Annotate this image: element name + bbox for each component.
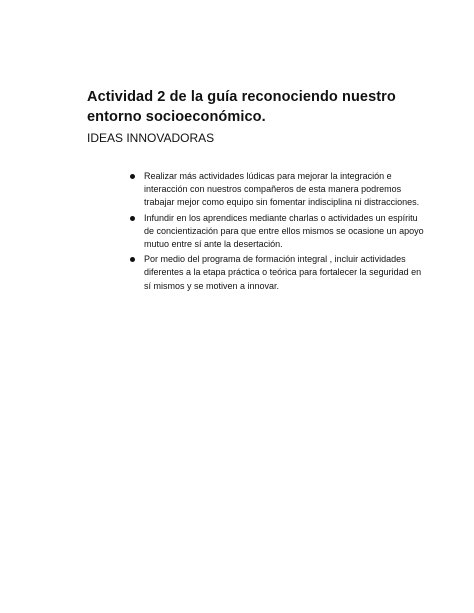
list-item <box>130 212 430 252</box>
list-item-text: Realizar más actividades lúdicas para mejorar la integración e interacción con nuestros compañeros de esta manera podremos trabajar mejor como equipo sin fomentar indisciplina ni distracciones. <box>144 171 420 208</box>
bullet-dot-icon <box>130 257 135 262</box>
list-item-text: Infundir en los aprendices mediante charlas o actividades un espíritu de concientización para que entre ellos mismos se ocasione un apoyo mutuo entre sí ante la desertación. <box>144 212 424 250</box>
section-heading: IDEAS INNOVADORAS <box>87 131 215 145</box>
list-item-text: Por medio del programa de formación integral , incluir actividades diferentes a la etapa práctica o teórica para fortalecer la seguridad en sí mismos y se motiven a innovar. <box>144 254 422 291</box>
list-item <box>130 253 430 293</box>
list-item <box>130 170 430 210</box>
bullet-dot-icon <box>130 174 135 179</box>
bullet-dot-icon <box>130 216 135 221</box>
document-title: Actividad 2 de la guía reconociendo nuestro entorno socioeconómico. <box>87 89 396 125</box>
ideas-list <box>130 170 430 295</box>
